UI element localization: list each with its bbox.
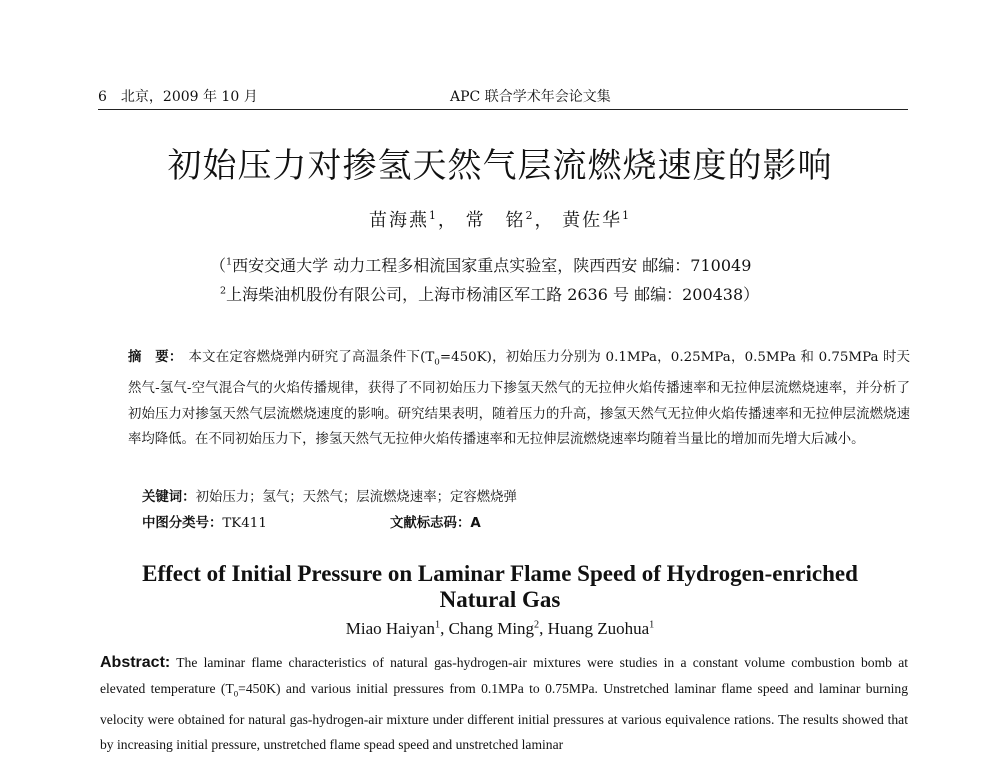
document-code: 文献标志码：A (390, 516, 481, 531)
authors-en: Miao Haiyan$^1$, Chang Ming$^2$, Huang Zuohua$^1$ (345, 619, 655, 638)
paper-title-cn: 初始压力对掺氢天然气层流燃烧速度的影响 (167, 146, 833, 186)
affiliation-1: （$^1$西安交通大学 动力工程多相流国家重点实验室，陕西西安 邮编：710049 (210, 256, 752, 275)
paper-title-en: Effect of Initial Pressure on Laminar Flame Speed of Hydrogen-enriched Natural Gas (142, 561, 858, 612)
abstract-cn: 摘 要： 本文在定容燃烧弹内研究了高温条件下$(T_0=450K)$，初始压力分别为 0.1MPa，0.25MPa，0.5MPa 和 0.75MPa 时天然气-氢气-空气混合气的火焰传播规律，获得了不同初始压力下掺氢天然气的无拉伸火焰传播速率和无拉伸层流燃烧速率，并分析了初始压力对掺氢天然气层流燃烧速度的影响。研究结果表明，随着压力的升高，掺氢天然气无拉伸火焰传播速率和无拉伸层流燃烧速率均降低。在不同初始压力下，掺氢天然气无拉伸火焰传播速率和无拉伸层流燃烧速率均随着当量比的增加而先增大后减小。 (128, 350, 911, 448)
keywords-label: 关键词： (142, 490, 196, 505)
abstract-en-label: Abstract: (100, 654, 171, 671)
header-rule (98, 109, 908, 110)
running-header (98, 86, 906, 106)
authors-cn: 苗海燕$^1$， 常 铭$^2$， 黄佐华$^1$ (368, 209, 632, 231)
author-en-1: Miao Haiyan (345, 619, 435, 638)
author-en-3: Huang Zuohua (547, 619, 650, 638)
header-proceedings: APC 联合学术年会论文集 (450, 89, 611, 105)
author-cn-2: 常 铭 (465, 210, 526, 231)
affiliation-2: $^2$上海柴油机股份有限公司，上海市杨浦区军工路 2636 号 邮编：200438） (220, 285, 760, 304)
author-cn-3: 黄佐华 (562, 210, 623, 231)
abstract-cn-label: 摘 要： (128, 350, 183, 365)
author-cn-1: 苗海燕 (368, 210, 429, 231)
author-en-2: Chang Ming (448, 619, 535, 638)
keywords: 关键词：初始压力；氢气；天然气；层流燃烧速率；定容燃烧弹 (142, 490, 517, 505)
abstract-en: Abstract: The laminar flame characteristics of natural gas-hydrogen-air mixtures were studies in a constant volume combustion bomb at elevated temperature $(T_0=450K)$ and various initial pressures from 0.1MPa to 0.75MPa. Unstretched laminar flame speed and laminar burning velocity were obtained for natural gas-hydrogen-air mixture under different initial pressures at various equivalence rations. The results showed that by increasing initial pressure, unstretched flame spead speed and unstretched laminar (100, 654, 908, 753)
classification-number: 中图分类号：TK411 (142, 516, 267, 531)
header-page-date: 6 北京，2009 年 10 月 (98, 89, 258, 105)
